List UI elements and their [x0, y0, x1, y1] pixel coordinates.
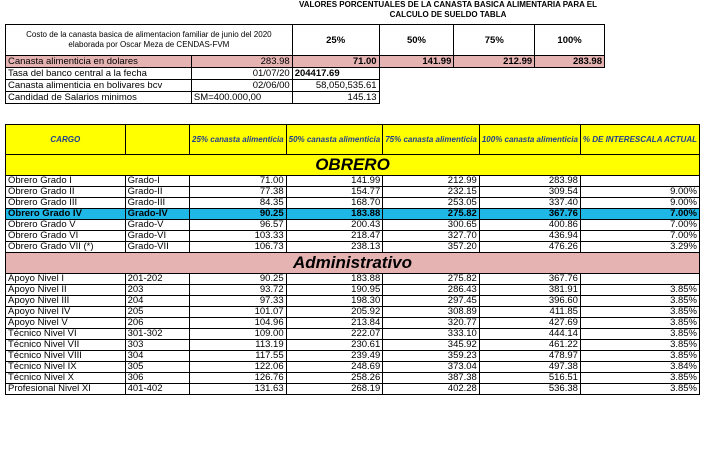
value-cell: 367.76: [479, 274, 580, 285]
pct-header-50: 50%: [379, 25, 454, 56]
grado-cell: 306: [125, 373, 189, 384]
table-row: [6, 296, 700, 307]
canasta-bs-row: [6, 80, 605, 92]
value-cell: 275.82: [383, 274, 480, 285]
value-cell: 122.06: [190, 362, 287, 373]
value-cell: 205.92: [286, 307, 383, 318]
table-row: [6, 242, 700, 253]
cargo-cell: Obrero Grado I: [6, 176, 126, 187]
canasta-usd-25: 71.00: [292, 56, 379, 68]
table-row: [6, 220, 700, 231]
table-row: [6, 285, 700, 296]
cargo-cell: Técnico Nivel X: [6, 373, 126, 384]
value-cell: 218.47: [286, 231, 383, 242]
section-header-row: [6, 253, 700, 274]
value-cell: 109.00: [190, 329, 287, 340]
value-cell: 7.00%: [580, 231, 699, 242]
canasta-usd-value: 283.98: [191, 56, 292, 68]
pct-header-100: 100%: [535, 25, 605, 56]
value-cell: 308.89: [383, 307, 480, 318]
grado-cell: Grado-IV: [125, 209, 189, 220]
value-cell: 239.49: [286, 351, 383, 362]
value-cell: 154.77: [286, 187, 383, 198]
value-cell: 7.00%: [580, 220, 699, 231]
canasta-usd-50: 141.99: [379, 56, 454, 68]
value-cell: 333.10: [383, 329, 480, 340]
value-cell: 96.57: [190, 220, 287, 231]
tasa-bcv-label: Tasa del banco central a la fecha: [6, 68, 192, 80]
value-cell: 478.97: [479, 351, 580, 362]
value-cell: 183.88: [286, 274, 383, 285]
value-cell: 3.85%: [580, 285, 699, 296]
salarios-sm: SM=400.000,00: [191, 92, 292, 104]
cargo-cell: Apoyo Nivel V: [6, 318, 126, 329]
cargo-cell: Obrero Grado V: [6, 220, 126, 231]
value-cell: 9.00%: [580, 187, 699, 198]
value-cell: 300.65: [383, 220, 480, 231]
value-cell: [580, 176, 699, 187]
table-row: [6, 362, 700, 373]
pct-header-25: 25%: [292, 25, 379, 56]
column-header: 100% canasta alimenticia: [479, 125, 580, 155]
value-cell: 222.07: [286, 329, 383, 340]
value-cell: 357.20: [383, 242, 480, 253]
value-cell: 427.69: [479, 318, 580, 329]
column-header: [125, 125, 189, 155]
value-cell: 90.25: [190, 274, 287, 285]
salarios-row: [6, 92, 605, 104]
value-cell: 183.88: [286, 209, 383, 220]
cargo-cell: Obrero Grado II: [6, 187, 126, 198]
salarios-label: Candidad de Salarios minimos: [6, 92, 192, 104]
value-cell: 3.85%: [580, 318, 699, 329]
value-cell: 327.70: [383, 231, 480, 242]
value-cell: 9.00%: [580, 198, 699, 209]
value-cell: 248.69: [286, 362, 383, 373]
value-cell: 253.05: [383, 198, 480, 209]
value-cell: 77.38: [190, 187, 287, 198]
table-row: [6, 231, 700, 242]
table-row: [6, 187, 700, 198]
summary-description: Costo de la canasta basica de alimentacion familiar de junio del 2020 elaborada por Oscar Meza de CENDAS-FVM: [6, 25, 293, 56]
table-row: [6, 307, 700, 318]
grado-cell: Grado-V: [125, 220, 189, 231]
value-cell: 238.13: [286, 242, 383, 253]
grado-cell: Grado-I: [125, 176, 189, 187]
value-cell: 400.86: [479, 220, 580, 231]
column-header: 50% canasta alimenticia: [286, 125, 383, 155]
value-cell: 93.72: [190, 285, 287, 296]
grado-cell: 304: [125, 351, 189, 362]
value-cell: 297.45: [383, 296, 480, 307]
canasta-bs-date: 02/06/00: [191, 80, 292, 92]
value-cell: 309.54: [479, 187, 580, 198]
grado-cell: 401-402: [125, 384, 189, 395]
pct-header-75: 75%: [454, 25, 535, 56]
table-row: [6, 274, 700, 285]
summary-table: [5, 24, 605, 104]
grado-cell: 205: [125, 307, 189, 318]
cargo-cell: Técnico Nivel VIII: [6, 351, 126, 362]
value-cell: 320.77: [383, 318, 480, 329]
value-cell: 198.30: [286, 296, 383, 307]
value-cell: 71.00: [190, 176, 287, 187]
value-cell: 232.15: [383, 187, 480, 198]
value-cell: 497.38: [479, 362, 580, 373]
value-cell: 3.85%: [580, 307, 699, 318]
cargo-cell: Obrero Grado VII (*): [6, 242, 126, 253]
report-title: VALORES PORCENTUALES DE LA CANASTA BASICA ALIMENTARIA PARA EL CALCULO DE SUELDO TABLA: [298, 0, 598, 19]
value-cell: 103.33: [190, 231, 287, 242]
summary-header-row: [6, 25, 605, 56]
grado-cell: 203: [125, 285, 189, 296]
value-cell: 536.38: [479, 384, 580, 395]
value-cell: 359.23: [383, 351, 480, 362]
table-row: [6, 198, 700, 209]
cargo-cell: Obrero Grado IV: [6, 209, 126, 220]
value-cell: 190.95: [286, 285, 383, 296]
value-cell: 461.22: [479, 340, 580, 351]
table-row: [6, 329, 700, 340]
value-cell: 117.55: [190, 351, 287, 362]
tasa-bcv-date: 01/07/20: [191, 68, 292, 80]
grado-cell: 301-302: [125, 329, 189, 340]
cargo-cell: Técnico Nivel IX: [6, 362, 126, 373]
value-cell: 3.85%: [580, 351, 699, 362]
table-row: [6, 340, 700, 351]
column-header: CARGO: [6, 125, 126, 155]
value-cell: 345.92: [383, 340, 480, 351]
table-row: [6, 318, 700, 329]
value-cell: 444.14: [479, 329, 580, 340]
value-cell: 213.84: [286, 318, 383, 329]
value-cell: 258.26: [286, 373, 383, 384]
grado-cell: 206: [125, 318, 189, 329]
table-row: [6, 209, 700, 220]
value-cell: 516.51: [479, 373, 580, 384]
cargo-cell: Obrero Grado VI: [6, 231, 126, 242]
value-cell: 113.19: [190, 340, 287, 351]
section-title: OBRERO: [6, 155, 700, 176]
value-cell: 402.28: [383, 384, 480, 395]
value-cell: 396.60: [479, 296, 580, 307]
value-cell: 3.85%: [580, 384, 699, 395]
canasta-bs-value: 58,050,535.61: [292, 80, 379, 92]
table-row: [6, 176, 700, 187]
value-cell: 200.43: [286, 220, 383, 231]
value-cell: 436.94: [479, 231, 580, 242]
grado-cell: 204: [125, 296, 189, 307]
column-header: 25% canasta alimenticia: [190, 125, 287, 155]
value-cell: 141.99: [286, 176, 383, 187]
value-cell: 90.25: [190, 209, 287, 220]
value-cell: 168.70: [286, 198, 383, 209]
canasta-usd-row: [6, 56, 605, 68]
value-cell: 373.04: [383, 362, 480, 373]
value-cell: 3.85%: [580, 340, 699, 351]
canasta-usd-75: 212.99: [454, 56, 535, 68]
value-cell: 286.43: [383, 285, 480, 296]
table-row: [6, 373, 700, 384]
canasta-bs-label: Canasta alimenticia en bolivares bcv: [6, 80, 192, 92]
value-cell: 106.73: [190, 242, 287, 253]
value-cell: 367.76: [479, 209, 580, 220]
table-row: [6, 351, 700, 362]
column-header: 75% canasta alimenticia: [383, 125, 480, 155]
grado-cell: Grado-VII: [125, 242, 189, 253]
value-cell: 268.19: [286, 384, 383, 395]
value-cell: 84.35: [190, 198, 287, 209]
cargo-cell: Apoyo Nivel III: [6, 296, 126, 307]
value-cell: [580, 274, 699, 285]
grado-cell: 303: [125, 340, 189, 351]
value-cell: 275.82: [383, 209, 480, 220]
grado-cell: Grado-III: [125, 198, 189, 209]
table-header-row: [6, 125, 700, 155]
value-cell: 3.84%: [580, 362, 699, 373]
value-cell: 7.00%: [580, 209, 699, 220]
cargo-cell: Obrero Grado III: [6, 198, 126, 209]
value-cell: 3.85%: [580, 296, 699, 307]
value-cell: 131.63: [190, 384, 287, 395]
salary-table: [5, 124, 700, 395]
value-cell: 337.40: [479, 198, 580, 209]
value-cell: 381.91: [479, 285, 580, 296]
value-cell: 476.26: [479, 242, 580, 253]
value-cell: 3.29%: [580, 242, 699, 253]
value-cell: 126.76: [190, 373, 287, 384]
grado-cell: Grado-II: [125, 187, 189, 198]
cargo-cell: Profesional Nivel XI: [6, 384, 126, 395]
value-cell: 3.85%: [580, 329, 699, 340]
value-cell: 387.38: [383, 373, 480, 384]
value-cell: 97.33: [190, 296, 287, 307]
salarios-value: 145.13: [292, 92, 379, 104]
cargo-cell: Técnico Nivel VII: [6, 340, 126, 351]
canasta-usd-100: 283.98: [535, 56, 605, 68]
column-header: % DE INTERESCALA ACTUAL: [580, 125, 699, 155]
cargo-cell: Apoyo Nivel IV: [6, 307, 126, 318]
value-cell: 411.85: [479, 307, 580, 318]
table-row: [6, 384, 700, 395]
value-cell: 230.61: [286, 340, 383, 351]
section-title: Administrativo: [6, 253, 700, 274]
value-cell: 101.07: [190, 307, 287, 318]
value-cell: 212.99: [383, 176, 480, 187]
cargo-cell: Apoyo Nivel I: [6, 274, 126, 285]
grado-cell: 305: [125, 362, 189, 373]
cargo-cell: Técnico Nivel VI: [6, 329, 126, 340]
canasta-usd-label: Canasta alimenticia en dolares: [6, 56, 192, 68]
value-cell: 283.98: [479, 176, 580, 187]
section-header-row: [6, 155, 700, 176]
value-cell: 104.96: [190, 318, 287, 329]
tasa-bcv-value: 204417.69: [292, 68, 379, 80]
cargo-cell: Apoyo Nivel II: [6, 285, 126, 296]
grado-cell: 201-202: [125, 274, 189, 285]
grado-cell: Grado-VI: [125, 231, 189, 242]
value-cell: 3.85%: [580, 373, 699, 384]
tasa-bcv-row: [6, 68, 605, 80]
